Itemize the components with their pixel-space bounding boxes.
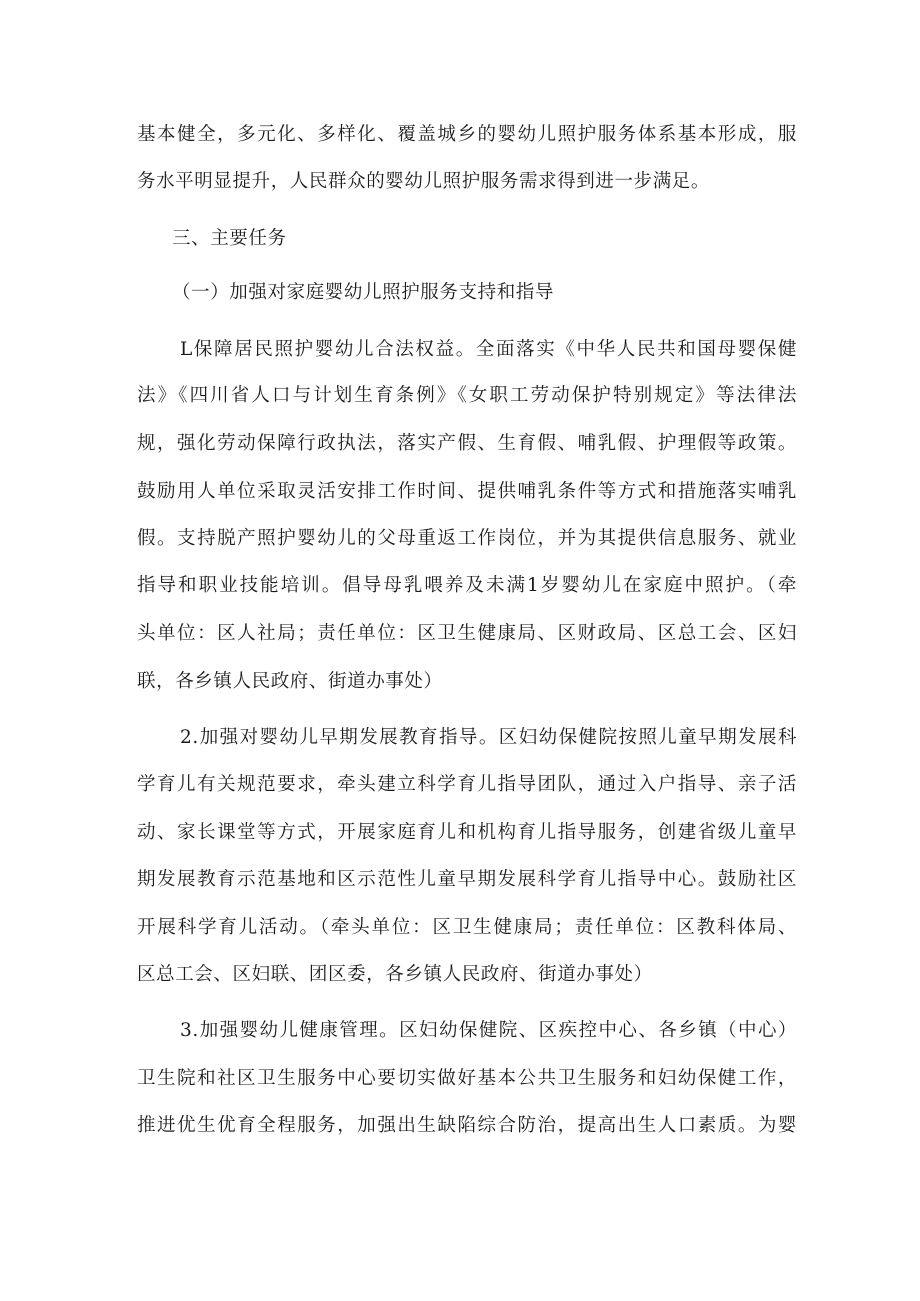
paragraph-1-line-5: 假。支持脱产照护婴幼儿的父母重返工作岗位，并为其提供信息服务、就业 — [137, 528, 797, 549]
paragraph-2-line-3: 动、家长课堂等方式，开展家庭育儿和机构育儿指导服务，创建省级儿童早 — [137, 822, 797, 843]
section-heading: 三、主要任务 — [172, 228, 287, 249]
paragraph-1-line-7: 头单位：区人社局；责任单位：区卫生健康局、区财政局、区总工会、区妇 — [137, 623, 797, 644]
paragraph-1-line-3: 规，强化劳动保障行政执法，落实产假、生育假、哺乳假、护理假等政策。 — [137, 433, 797, 454]
paragraph-1-line-2: 法》《四川省人口与计划生育条例》《女职工劳动保护特别规定》等法律法 — [137, 385, 797, 406]
paragraph-2-line-2: 学育儿有关规范要求，牵头建立科学育儿指导团队，通过入户指导、亲子活 — [137, 774, 797, 795]
paragraph-1-line-1: L保障居民照护婴幼儿合法权益。全面落实《中华人民共和国母婴保健 — [180, 339, 797, 360]
paragraph-2-line-1: 2.加强对婴幼儿早期发展教育指导。区妇幼保健院按照儿童早期发展科 — [180, 727, 797, 748]
subsection-heading: （一）加强对家庭婴幼儿照护服务支持和指导 — [172, 282, 555, 303]
paragraph-2-line-5: 开展科学育儿活动。（牵头单位：区卫生健康局；责任单位：区教科体局、 — [137, 917, 797, 938]
paragraph-2-line-6: 区总工会、区妇联、团区委，各乡镇人民政府、街道办事处） — [137, 964, 653, 985]
paragraph-1-line-8: 联，各乡镇人民政府、街道办事处） — [137, 671, 443, 692]
paragraph-3-line-2: 卫生院和社区卫生服务中心要切实做好基本公共卫生服务和妇幼保健工作， — [137, 1068, 797, 1089]
paragraph-1-line-6: 指导和职业技能培训。倡导母乳喂养及未满1岁婴幼儿在家庭中照护。（牵 — [137, 575, 797, 596]
paragraph-1-line-4: 鼓励用人单位采取灵活安排工作时间、提供哺乳条件等方式和措施落实哺乳 — [137, 481, 797, 502]
paragraph-2-line-4: 期发展教育示范基地和区示范性儿童早期发展科学育儿指导中心。鼓励社区 — [137, 869, 797, 890]
text-line-2: 务水平明显提升，人民群众的婴幼儿照护服务需求得到进一步满足。 — [137, 171, 711, 192]
text-line-1: 基本健全，多元化、多样化、覆盖城乡的婴幼儿照护服务体系基本形成，服 — [137, 124, 797, 145]
paragraph-3-line-3: 推进优生优育全程服务，加强出生缺陷综合防治，提高出生人口素质。为婴 — [137, 1115, 797, 1136]
paragraph-3-line-1: 3.加强婴幼儿健康管理。区妇幼保健院、区疾控中心、各乡镇（中心） — [180, 1020, 797, 1041]
